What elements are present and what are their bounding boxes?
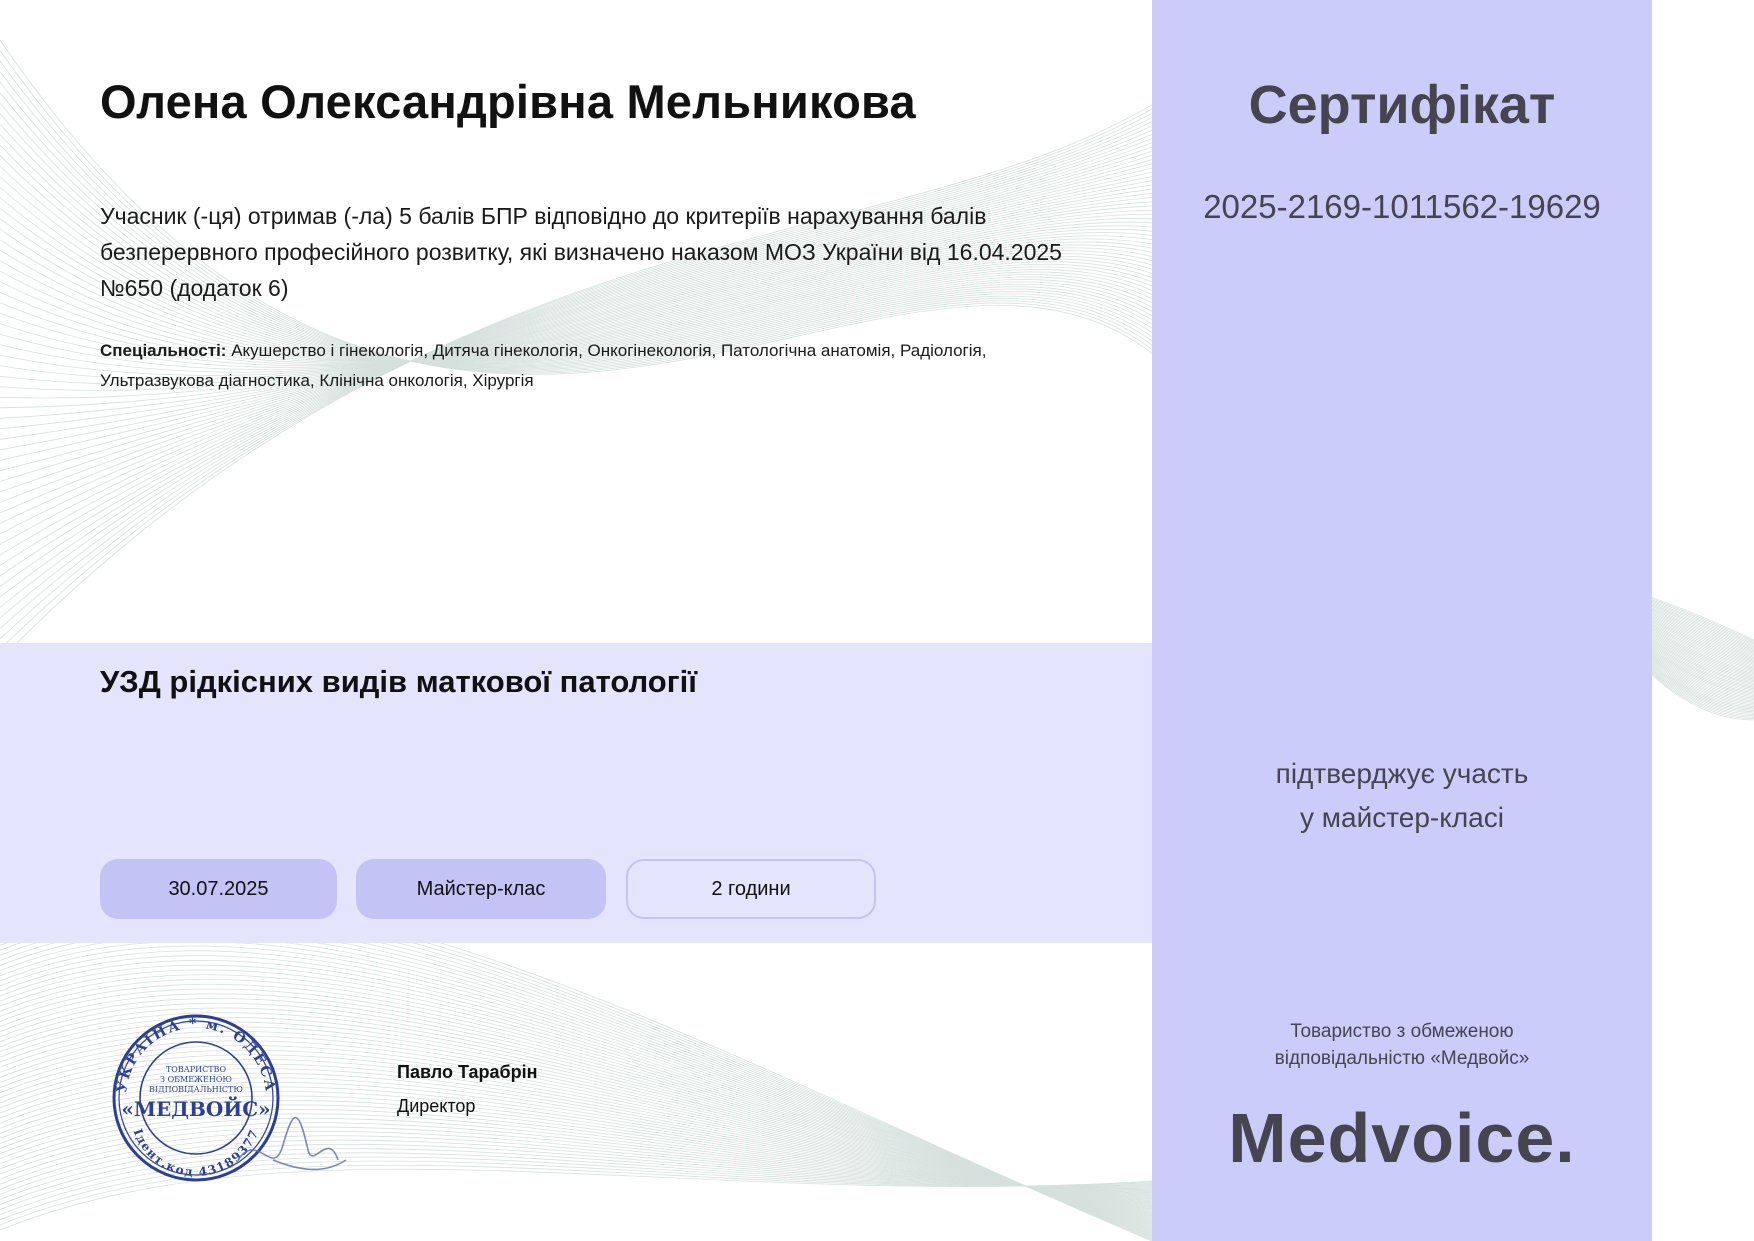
- organization-line-2: відповідальністю «Медвойс»: [1274, 1048, 1530, 1069]
- course-title: УЗД рідкісних видів маткової патології: [100, 664, 697, 699]
- specialties-value: Акушерство і гінекологія, Дитяча гінекологія, Онкогінекологія, Патологічна анатомія, Радіологія, Ультразвукова діагностика, Клінічна онкологія, Хірургія: [100, 341, 987, 390]
- organization-line-1: Товариство з обмеженою: [1290, 1021, 1514, 1042]
- confirmation-line-2: у майстер-класі: [1300, 802, 1504, 833]
- signer-name: Павло Тарабрін: [397, 1062, 538, 1082]
- stamp-outer-text: УКРАЇНА * м. ОДЕСА: [113, 1015, 279, 1094]
- date-badge: 30.07.2025: [100, 859, 337, 919]
- duration-badge: 2 години: [626, 859, 876, 919]
- event-type-badge: Майстер-клас: [356, 859, 606, 919]
- company-stamp: [98, 1010, 348, 1185]
- stamp-inner-line-3: ВІДПОВІДАЛЬНІСТЮ: [149, 1085, 243, 1094]
- specialties-label: Спеціальності:: [100, 341, 227, 360]
- points-description: Учасник (-ця) отримав (-ла) 5 балів БПР відповідно до критеріїв нарахування балів безперервного професійного розвитку, які визначено наказом МОЗ України від 16.04.2025 №650 (додаток 6): [100, 203, 1062, 301]
- specialties: [100, 336, 1030, 396]
- stamp-inner-line-1: ТОВАРИСТВО: [165, 1065, 227, 1074]
- svg-text:Ідент.код 43189377: [131, 1127, 262, 1179]
- signer-role: Директор: [397, 1096, 476, 1116]
- certificate-number: 2025-2169-1011562-19629: [1203, 188, 1601, 225]
- confirmation-text: [1152, 752, 1652, 840]
- medvoice-logo: Medvoice.: [1228, 1099, 1576, 1177]
- recipient-name: Олена Олександрівна Мельникова: [100, 75, 916, 128]
- stamp-inner-line-2: З ОБМЕЖЕНОЮ: [160, 1075, 232, 1084]
- certificate-title: Сертифікат: [1248, 75, 1556, 135]
- confirmation-line-1: підтверджує участь: [1275, 758, 1529, 789]
- stamp-center-text: «МЕДВОЙС»: [121, 1097, 271, 1121]
- stamp-bottom-text: Ідент.код 43189377: [130, 1126, 262, 1180]
- organization-name: [1152, 1018, 1652, 1072]
